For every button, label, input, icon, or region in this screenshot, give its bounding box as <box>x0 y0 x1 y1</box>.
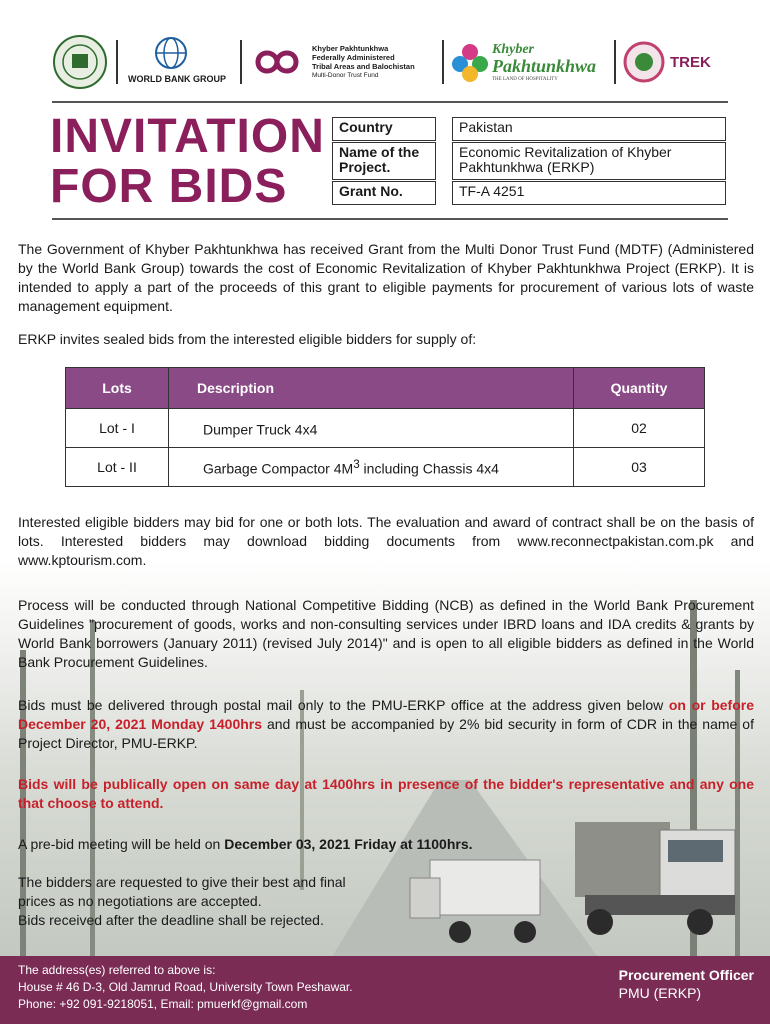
info-label-project: Name of the Project. <box>332 142 436 180</box>
prebid-paragraph: A pre-bid meeting will be held on December 03, 2021 Friday at 1100hrs. <box>18 836 473 852</box>
description-cell: Garbage Compactor $4M^3$ including Chassis 4x4 <box>169 448 574 487</box>
info-value-project: Economic Revitalization of Khyber Pakhtunkhwa (ERKP) <box>452 142 726 180</box>
world-bank-logo: WORLD BANK GROUP <box>124 30 234 94</box>
info-label-grant: Grant No. <box>332 181 436 205</box>
quantity-cell: 03 <box>574 448 705 487</box>
opening-paragraph: Bids will be publically open on same day at 1400hrs in presence of the bidder's representative and any one that choose to attend. <box>18 776 754 811</box>
intro-paragraph: The Government of Khyber Pakhtunkhwa has received Grant from the Multi Donor Trust Fund (MDTF) (Administered by the World Bank Group) towards the cost of Economic Revitalization of Khyber Pakhtunkhwa Project (ERKP). It is intended to apply a part of the proceeds of this grant to eligible payments for procurement of various lots of waste management equipment. <box>18 241 754 314</box>
table-header-quantity: Quantity <box>574 368 705 409</box>
table-header-lots: Lots <box>66 368 169 409</box>
lot-cell: Lot - II <box>66 448 169 487</box>
info-label-country: Country <box>332 117 436 141</box>
delivery-paragraph: Bids must be delivered through postal mail only to the PMU-ERKP office at the address given below on or before December 20, 2021 Monday 1400hrs and must be accompanied by 2% bid security in form of CDR in the name of Project Director, PMU-ERKP. <box>18 697 754 751</box>
process-paragraph: Process will be conducted through National Competitive Bidding (NCB) as defined in the World Bank Procurement Guidelines "procurement of goods, works and non-consulting services under IBRD loans and IDA credits & grants by World Bank borrowers (January 2011) (revised July 2014)" and is open to all eligible bidders as defined in the World Bank Procurement Guidelines. <box>18 597 754 670</box>
page-title: INVITATION FOR BIDS <box>50 110 325 213</box>
description-cell: Dumper Truck 4x4 <box>169 409 574 448</box>
invites-paragraph: ERKP invites sealed bids from the interested eligible bidders for supply of: <box>18 331 477 347</box>
table-row <box>66 409 705 448</box>
divider <box>52 218 728 220</box>
footer <box>0 956 770 1024</box>
table-header-description: Description <box>169 368 574 409</box>
lots-table <box>65 367 705 487</box>
lot-cell: Lot - I <box>66 409 169 448</box>
procurement-officer: Procurement Officer PMU (ERKP) <box>618 967 754 1001</box>
kp-government-emblem <box>52 30 108 94</box>
globe-icon <box>154 36 188 70</box>
divider <box>52 101 728 103</box>
table-row <box>66 448 705 487</box>
khyber-pakhtunkhwa-tourism-logo: Khyber Pakhtunkhwa THE LAND OF HOSPITALITY <box>450 30 596 94</box>
quantity-cell: 02 <box>574 409 705 448</box>
mdtf-logo: Khyber Pakhtunkhwa Federally Administered Tribal Areas and Balochistan Multi-Donor Trust Fund <box>248 30 415 94</box>
logo-bar <box>50 30 730 94</box>
infinity-icon <box>248 45 306 79</box>
lots-paragraph: Interested eligible bidders may bid for one or both lots. The evaluation and award of contract shall be on the basis of lots. Interested bidders may download bidding documents from www.reconnectpakistan.com.pk and www.kptourism.com. <box>18 514 754 568</box>
info-value-country: Pakistan <box>452 117 726 141</box>
info-value-grant: TF-A 4251 <box>452 181 726 205</box>
footer-address: The address(es) referred to above is: House # 46 D-3, Old Jamrud Road, University Town Peshawar. Phone: +92 091-9218051, Email: pmuerkf@gmail.com <box>18 963 353 1011</box>
final-paragraph: The bidders are requested to give their best and final prices as no negotiations are accepted. Bids received after the deadline shall be rejected. <box>18 874 346 928</box>
flower-icon <box>450 40 490 84</box>
trek-logo: TREK <box>622 30 711 94</box>
